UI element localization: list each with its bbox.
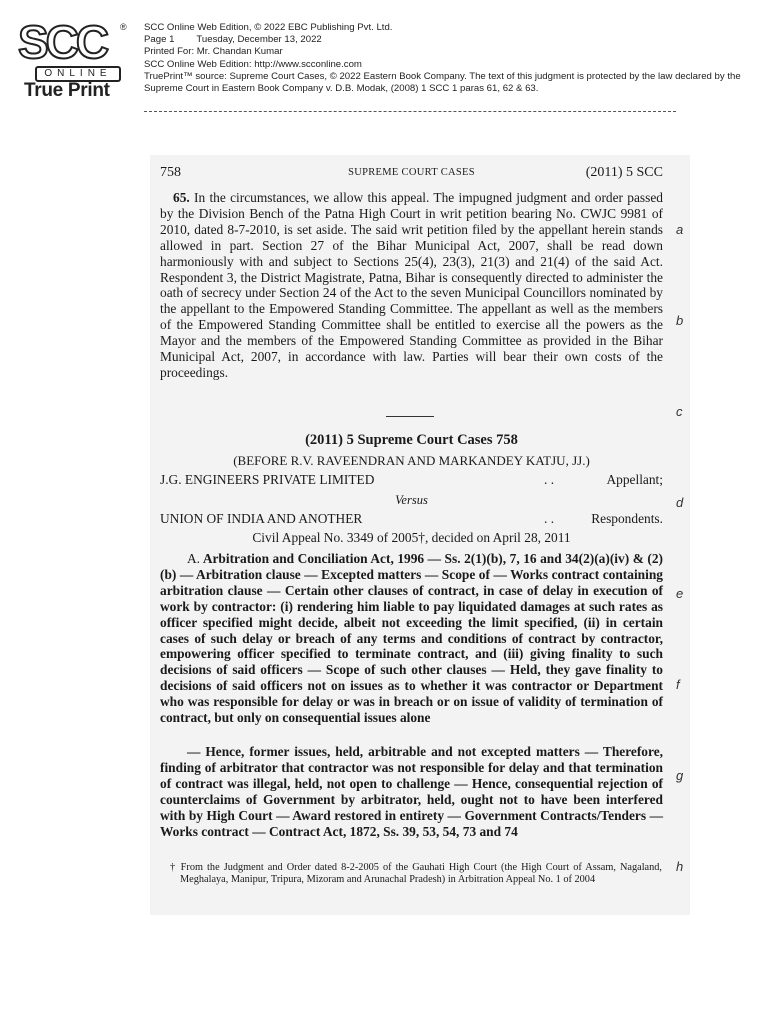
versus: Versus <box>395 493 428 507</box>
margin-letter: g <box>676 768 684 783</box>
running-head <box>160 163 663 183</box>
respondent-name: UNION OF INDIA AND ANOTHER <box>160 511 363 526</box>
journal-name: SUPREME COURT CASES <box>348 167 475 178</box>
margin-letter: d <box>676 495 684 510</box>
margin-letter: a <box>676 222 684 237</box>
print-metadata <box>144 22 754 95</box>
print-date: Tuesday, December 13, 2022 <box>196 34 322 46</box>
logo-online-text: ONLINE <box>35 66 121 82</box>
case-title: (2011) 5 Supreme Court Cases 758 <box>305 432 518 448</box>
web-edition-line: SCC Online Web Edition: http://www.scconline.com <box>144 58 362 70</box>
respondent-role: Respondents. <box>591 511 663 526</box>
page-label: Page 1 <box>144 34 175 46</box>
paragraph-65 <box>160 190 663 381</box>
header-separator <box>144 111 676 112</box>
appellant-dots: . . <box>544 472 555 487</box>
page-number: 758 <box>160 165 181 180</box>
printed-for-line: Printed For: Mr. Chandan Kumar <box>144 46 283 58</box>
appeal-line: Civil Appeal No. 3349 of 2005†, decided on April 28, 2011 <box>252 530 571 545</box>
page-line <box>144 34 754 46</box>
appellant-name: J.G. ENGINEERS PRIVATE LIMITED <box>160 472 375 487</box>
paragraph-65-text: In the circumstances, we allow this appeal. The impugned judgment and order passed by the Division Bench of the Patna High Court in writ petition bearing No. CWJC 9981 of 2010, dated 8-7-2010, is set aside. The said writ petition filed by the appellant herein stands allowed in part. Section 27 of the Bihar Municipal Act, 2007, shall be read down harmoniously with and subject to Sections 25(4), 23(3), 21(3) and 21(4) of the said Act. Respondent 3, the District Magistrate, Patna, Bihar is consequently directed to administer the oath of secrecy under Section 24 of the Act to the seven Municipal Councillors nominated by the appellant to the Empowered Standing Committee. The appellant as well as the members of the Empowered Standing Committee shall be entitled to exercise all the powers as the Mayor and the members of the Empowered Standing Committee as provided in the Bihar Municipal Act, 2007, in accordance with law. Parties will bear their own costs of the proceedings. <box>160 190 663 380</box>
headnote-a <box>160 551 663 726</box>
respondent-dots: . . <box>544 511 555 526</box>
bench: (BEFORE R.V. RAVEENDRAN AND MARKANDEY KATJU, JJ.) <box>233 453 590 468</box>
logo-registered-mark: ® <box>120 22 127 32</box>
footnote <box>170 862 662 886</box>
headnote-continuation: — Hence, former issues, held, arbitrable and not excepted matters — Therefore, finding of arbitrator that contractor was not responsible for delay and that termination of contract was illegal, held, not open to challenge — Hence, consequential rejection of counterclaims of Government by arbitrator, held, ought not to have been interfered with by High Court — Award restored in entirety — Government Contracts/Tenders — Works contract — Contract Act, 1872, Ss. 39, 53, 54, 73 and 74 <box>160 744 663 839</box>
margin-letter: c <box>676 404 683 419</box>
margin-letter: b <box>676 313 684 328</box>
section-divider <box>386 416 434 417</box>
logo-scc-text: SCC <box>18 16 107 68</box>
paragraph-number: 65. <box>173 190 190 205</box>
footnote-text: † From the Judgment and Order dated 8-2-2005 of the Gauhati High Court (the High Court of Assam, Nagaland, Meghalaya, Manipur, Tripura, Mizoram and Arunachal Pradesh) in Arbitration Appeal No. 1 of 2004 <box>170 862 662 886</box>
margin-letter: h <box>676 859 684 874</box>
trueprint-source-note: TruePrint™ source: Supreme Court Cases, © 2022 Eastern Book Company. The text of this judgment is protected by the law declared by the Supreme Court in Eastern Book Company v. D.B. Modak, (2008) 1 SCC 1 paras 61, 62 & 63. <box>144 70 741 95</box>
margin-letter: f <box>676 677 680 692</box>
headnote-a-text: Arbitration and Conciliation Act, 1996 — Ss. 2(1)(b), 7, 16 and 34(2)(a)(iv) & (2)(b) — Arbitration clause — Excepted matters — Scope of — Works contract containing arbitration clause — Certain other clauses of contract, in case of delay in execution of work by contractor: (i) rendering him liable to pay liquidated damages at such rates as officer specified might decide, albeit not exceeding the limit specified, (ii) in certain cases of such delay or breach of any terms and conditions of contract by contractor, empowering officer specified to terminate contract, and (iii) giving finality to such decisions of said officers — Scope of such other clauses — Held, they gave finality to decisions of said officers not on issues as to whether it was contractor or Department who was responsible for delay or was in breach or on issue of validity of termination of contract, but only on consequential issues alone <box>160 551 663 726</box>
copyright-line: SCC Online Web Edition, © 2022 EBC Publishing Pvt. Ltd. <box>144 22 393 33</box>
appellant-role: Appellant; <box>606 472 663 487</box>
citation: (2011) 5 SCC <box>585 165 663 180</box>
logo-true-print-text: True Print <box>24 80 110 101</box>
margin-letter: e <box>676 586 684 601</box>
headnote-a-label: A. <box>187 551 201 566</box>
scc-online-logo <box>18 16 130 101</box>
